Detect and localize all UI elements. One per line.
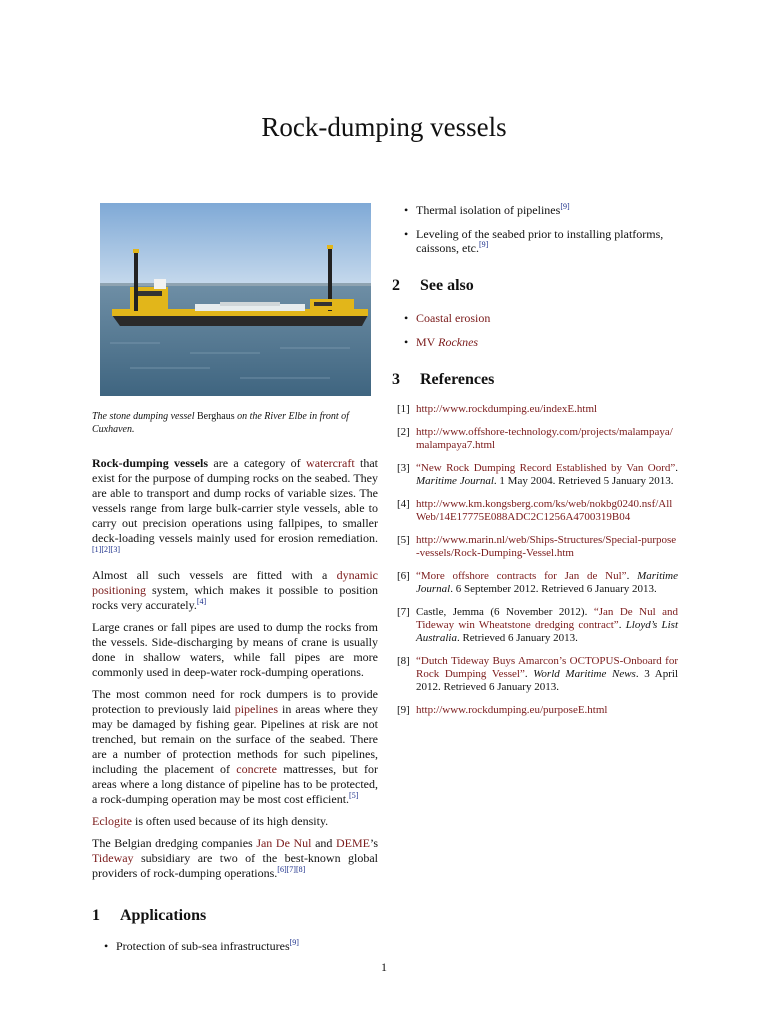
section-number: 3 [392, 371, 400, 388]
reference-link[interactable]: http://www.rockdumping.eu/purposeE.html [416, 704, 608, 716]
text: and [311, 836, 336, 850]
reference-link[interactable]: http://www.rockdumping.eu/indexE.html [416, 403, 598, 415]
text: subsidiary are two of the best-known global providers of rock-dumping operations. [92, 851, 378, 880]
intro-term: Rock-dumping vessels [92, 456, 209, 470]
page-title: Rock-dumping vessels [261, 112, 507, 142]
text: . 3 April 2012. Retrieved 6 January 2013. [416, 668, 679, 693]
reference-item [392, 534, 678, 560]
text: Protection of sub-sea infrastructures [116, 939, 290, 953]
link-eclogite[interactable]: Eclogite [92, 814, 132, 828]
link-deme[interactable]: DEME [336, 836, 370, 850]
text: World Maritime News [533, 668, 636, 680]
section-heading-references [392, 371, 678, 389]
reference-item [392, 403, 678, 416]
text: is often used because of its high density. [131, 814, 329, 828]
link-coastal-erosion[interactable]: Coastal erosion [416, 311, 491, 325]
cite-4[interactable]: [4] [196, 597, 207, 606]
cite-5[interactable]: [5] [349, 791, 359, 800]
list-item [92, 939, 378, 953]
cite-8[interactable]: [8] [295, 865, 306, 874]
text: . [626, 570, 638, 582]
reference-item [392, 426, 678, 452]
text: . Retrieved 6 January 2013. [456, 632, 578, 644]
paragraph-pipelines [92, 687, 378, 807]
reference-item [392, 704, 678, 717]
reference-number: [4] [397, 498, 410, 510]
text: Lloyd’s List Australia [416, 619, 679, 644]
vessel-photo [100, 203, 371, 396]
applications-list-continued [392, 203, 678, 255]
list-item [392, 311, 678, 325]
section-number: 1 [92, 907, 100, 924]
reference-item [392, 498, 678, 524]
list-item [392, 203, 678, 217]
text: are a category of [208, 456, 307, 470]
figure-caption [92, 410, 378, 436]
text: Maritime Journal [416, 475, 494, 487]
reference-number: [6] [397, 570, 410, 582]
citations [197, 597, 206, 606]
reference-link[interactable]: “Dutch Tideway Buys Amarcon’s OCTOPUS-Onboard for Rock Dumping Vessel” [416, 655, 678, 680]
reference-item [392, 462, 678, 488]
text: Castle, Jemma (6 November 2012). [416, 606, 594, 618]
link-pipelines[interactable]: pipelines [234, 702, 279, 716]
cite-2[interactable]: [2] [101, 545, 111, 554]
cite-9[interactable]: [9] [289, 938, 299, 947]
paragraph-eclogite [92, 814, 378, 829]
text: Large cranes or fall pipes are used to dump the rocks from the vessels. Side-discharging by means of crane is usually done in shallow waters, while fall pipes are more commonly used in deep-water rock-dumping operations. [92, 620, 378, 679]
text: . [524, 668, 534, 680]
reference-item [392, 570, 678, 596]
text: Maritime Journal [416, 570, 679, 595]
link-jan-de-nul[interactable]: Jan De Nul [256, 836, 312, 850]
text: . 6 September 2012. Retrieved 6 January 2013. [450, 583, 657, 595]
reference-link[interactable]: “Jan De Nul and Tideway win Wheatstone dredging contract” [416, 606, 679, 631]
paragraph-dynamic-positioning [92, 568, 378, 613]
cite-9[interactable]: [9] [478, 240, 489, 249]
reference-number: [7] [397, 606, 410, 618]
citations [349, 791, 358, 800]
reference-number: [8] [397, 655, 410, 667]
reference-link[interactable]: http://www.offshore-technology.com/projects/malampaya/malampaya7.html [416, 426, 673, 451]
reference-item [392, 655, 678, 694]
page-number: 1 [381, 960, 387, 974]
reference-number: [3] [397, 462, 410, 474]
section-title: References [420, 371, 495, 388]
reference-number: [1] [397, 403, 410, 415]
text: ’s [370, 836, 379, 850]
text: . 1 May 2004. Retrieved 5 January 2013. [493, 475, 674, 487]
reference-link[interactable]: http://www.km.kongsberg.com/ks/web/nokbg0240.nsf/AllWeb/14E17775E088ADC2C1256A4700319B04 [416, 498, 673, 523]
section-heading-applications [92, 907, 378, 925]
text: system, which makes it possible to position rocks very accurately. [92, 583, 378, 612]
reference-link[interactable]: http://www.marin.nl/web/Ships-Structures/Special-purpose-vessels/Rock-Dumping-Vessel.htm [416, 534, 677, 559]
text: in areas where they may be damaged by fishing gear. Pipelines at risk are not trenched, but remain on the surface of the seabed. There are a number of protection methods for such pipelines, including the placement of [92, 702, 379, 776]
references-list [392, 403, 678, 717]
caption-vessel-name: Berghaus [197, 411, 235, 422]
text: The Belgian dredging companies [92, 836, 257, 850]
section-heading-see-also [392, 277, 678, 295]
text: . [675, 462, 678, 474]
caption-text-end: on the River Elbe in front of Cuxhaven. [92, 411, 349, 435]
intro-paragraph [92, 456, 378, 561]
paragraph-cranes [92, 620, 378, 680]
cite-7[interactable]: [7] [286, 865, 296, 874]
text: . [618, 619, 626, 631]
section-title: Applications [120, 907, 207, 924]
text: Thermal isolation of pipelines [416, 203, 561, 217]
caption-text: The stone dumping vessel [92, 411, 197, 422]
link-mv-rocknes[interactable] [416, 335, 478, 349]
text: MV [416, 335, 439, 349]
list-item [392, 335, 678, 349]
cite-3[interactable]: [3] [110, 545, 120, 554]
right-column [392, 203, 678, 727]
text: Leveling of the seabed prior to installing platforms, caissons, etc. [416, 227, 664, 255]
reference-number: [2] [397, 426, 410, 438]
text: Rocknes [438, 335, 479, 349]
text: that exist for the purpose of dumping rocks on the seabed. They are able to transport and dump rocks of variable sizes. The vessels range from large bulk-carrier style vessels, able to carry out precision operations using fallpipes, to smaller deck-loading vessels mainly used for erosion remediation. [92, 456, 379, 545]
section-number: 2 [392, 277, 400, 294]
applications-list [92, 939, 378, 953]
reference-number: [9] [397, 704, 410, 716]
reference-link[interactable]: “New Rock Dumping Record Established by Van Oord” [416, 462, 676, 474]
list-item [392, 227, 678, 255]
text: Almost all such vessels are fitted with a [92, 568, 337, 582]
citations [277, 865, 305, 874]
link-dynamic-positioning[interactable]: dynamic positioning [92, 568, 378, 597]
cite-9[interactable]: [9] [560, 202, 570, 211]
reference-number: [5] [397, 534, 410, 546]
text: mattresses, but for areas where a long distance of pipeline has to be protected, a rock-dumping operation may be most cost efficient. [92, 762, 378, 806]
reference-link[interactable]: “More offshore contracts for Jan de Nul” [416, 570, 627, 582]
left-column [92, 203, 378, 963]
citations [92, 545, 120, 554]
link-concrete[interactable]: concrete [236, 762, 277, 776]
cite-1[interactable]: [1] [92, 545, 102, 554]
section-title: See also [420, 277, 474, 294]
link-tideway[interactable]: Tideway [92, 851, 134, 865]
paragraph-companies [92, 836, 378, 881]
reference-item [392, 606, 678, 645]
text: The most common need for rock dumpers is to provide protection to previously laid [92, 687, 378, 716]
see-also-list [392, 311, 678, 349]
cite-6[interactable]: [6] [277, 865, 287, 874]
vessel-photo-drawing [100, 203, 371, 396]
link-watercraft[interactable]: watercraft [306, 456, 355, 470]
